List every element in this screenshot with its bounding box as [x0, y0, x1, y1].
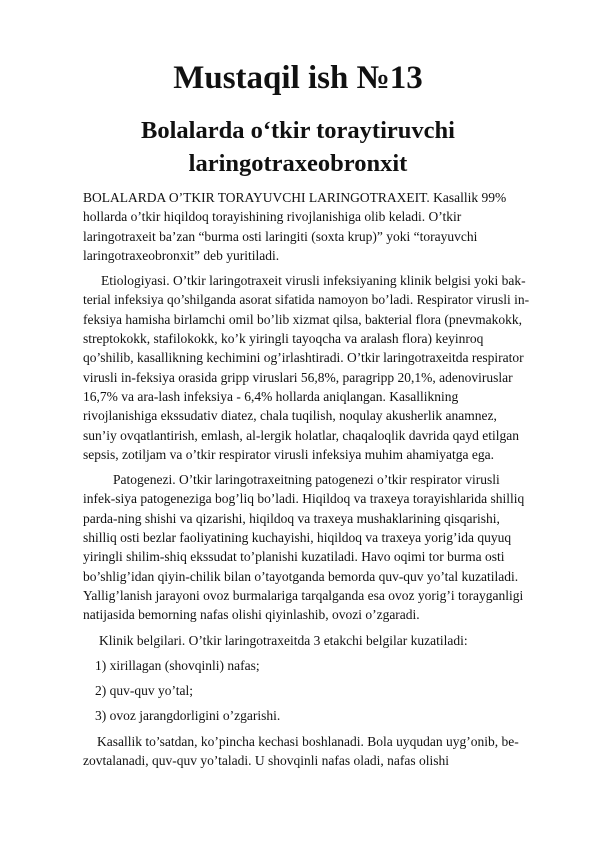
- paragraph-etiology: Etiologiyasi. O’tkir laringotraxeit virusli infeksiyaning klinik belgisi yoki bak-terial infeksiya qo’shilganda asorat sifatida namoyon bo’ladi. Respirator virusli in-feksiya hamisha birlamchi omil bo’lib xizmat qilsa, bakterial flora (pnevmakokk, streptokokk, stafilokokk, ko’k yiringli tayoqcha va aralash flora) keyinroq qo’shilib, kasallikning kechimini og’irlashtiradi. O’tkir laringotraxeitda respirator virusli in-feksiya orasida gripp viruslari 56,8%, paragripp 20,1%, adenoviruslar 16,7% va ara-lash infeksiya - 6,4% hollarda aniqlangan. Kasallikning rivojlanishiga ekssudativ diatez, chala tuqilish, noqulay akusherlik anamnez, sun’iy ovqatlantirish, emlash, al-lergik holatlar, chaqaloqlik davrida qayd etilgan sepsis, zotiljam va o’tkir respirator virusli infeksiya muhim ahamiyatga ega.: [83, 273, 530, 462]
- page-subtitle: [0, 114, 596, 180]
- paragraph-clinical-signs: Klinik belgilari. O’tkir laringotraxeitda 3 etakchi belgilar kuzatiladi:: [99, 632, 468, 648]
- subtitle-line-2: laringotraxeobronxit: [188, 150, 408, 177]
- paragraph-intro: BOLALARDA O’TKIR TORAYUVCHI LARINGOTRAXEIT. Kasallik 99% hollarda o’tkir hiqildoq torayishining rivojlanishiga olib keladi. O’tkir laringotraxeit ba’zan “burma osti laringiti (soxta krup)” yoki “torayuvchi laringotraxeobronxit” deb yuritiladi.: [83, 190, 507, 263]
- document-body: [83, 188, 533, 770]
- list-item: 1) xirillagan (shovqinli) nafas;: [95, 657, 260, 673]
- page-title: Mustaqil ish №13: [173, 60, 423, 96]
- list-item: 3) ovoz jarangdorligini o’zgarishi.: [95, 708, 281, 724]
- list-item: 2) quv-quv yo’tal;: [95, 683, 193, 699]
- paragraph-onset: Kasallik to’satdan, ko’pincha kechasi boshlanadi. Bola uyqudan uyg’onib, be-zovtalanadi, quv-quv yo’taladi. U shovqinli nafas oladi, nafas olishi: [83, 733, 519, 769]
- paragraph-pathogenesis: Patogenezi. O’tkir laringotraxeitning patogenezi o’tkir respirator virusli infek-siya patogeneziga bog’liq bo’ladi. Hiqildoq va traxeya torayishlarida shilliq parda-ning shishi va qizarishi, hiqildoq va traxeya mushaklarining qisqarishi, shilliq osti bezlar faoliyatining kuchayishi, hiqildoq va traxeya yorig’ida quyuq yiringli shilim-shiq ekssudat to’planishi kuzatiladi. Havo oqimi tor burma osti bo’shlig’idan qiyin-chilik bilan o’tayotganda bemorda quv-quv yo’tal kuzatiladi. Yallig’lanish jarayoni ovoz burmalariga tarqalganda esa ovoz yorig’i torayganligi natijasida bemorning nafas olishi qiyinlashib, ovozi o’zgaradi.: [83, 472, 525, 623]
- subtitle-line-1: Bolalarda o‘tkir toraytiruvchi: [141, 117, 455, 144]
